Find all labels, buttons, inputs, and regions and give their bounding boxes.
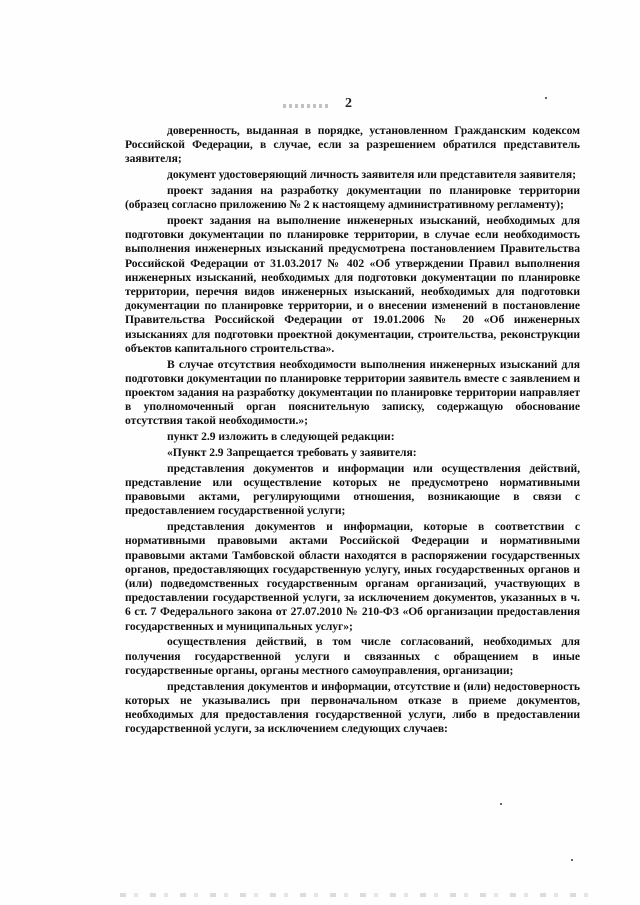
scan-speck: [500, 803, 502, 805]
paragraph: пункт 2.9 изложить в следующей редакции:: [167, 430, 395, 444]
paragraph: В случае отсутствия необходимости выполнения инженерных изысканий для подготовки документации по планировке территории заявитель вместе с заявлением и проектом задания на разработку документации по планировке территории направляет в уполномоченный орган пояснительную записку, содержащую обоснование отсутствия такой необходимости.»;: [125, 357, 580, 428]
paragraph: представления документов и информации или осуществления действий, представление или осуществление которых не предусмотрено нормативными правовыми актами, регулирующими отношения, возникающие в связи с предоставлением государственной услуги;: [125, 461, 580, 518]
scan-artifact: [120, 893, 590, 897]
paragraph: проект задания на выполнение инженерных изысканий, необходимых для подготовки документации по планировке территории, в случае если необходимость выполнения инженерных изысканий предусмотрена постановлением Правительства Российской Федерации от 31.03.2017 № 402 «Об утверждении Правил выполнения инженерных изысканий, необходимых для подготовки документации по планировке территории, перечня видов инженерных изысканий, необходимых для подготовки документации по планировке территории, и о внесении изменений в постановление Правительства Российской Федерации от 19.01.2006 № 20 «Об инженерных изысканиях для подготовки проектной документации, строительства, реконструкции объектов капитального строительства».: [125, 214, 580, 355]
paragraph: доверенность, выданная в порядке, установленном Гражданским кодексом Российской Федерации, в случае, если за разрешением обратился представитель заявителя;: [125, 124, 580, 166]
paragraph: документ удостоверяющий личность заявителя или представителя заявителя;: [167, 168, 576, 182]
paragraph: представления документов и информации, которые в соответствии с нормативными правовыми актами Российской Федерации и нормативными правовыми актами Тамбовской области находятся в распоряжении государственных органов, предоставляющих государственную услугу, иных государственных органов и (или) подведомственных государственным органам организаций, участвующих в предоставлении государственной услуги, за исключением документов, указанных в ч. 6 ст. 7 Федерального закона от 27.07.2010 № 210-ФЗ «Об организации предоставления государственных и муниципальных услуг»;: [125, 520, 580, 633]
paragraph: «Пункт 2.9 Запрещается требовать у заявителя:: [167, 446, 417, 460]
paragraph: проект задания на разработку документации по планировке территории (образец согласно приложению № 2 к настоящему административному регламенту);: [125, 184, 580, 212]
paragraph: осуществления действий, в том числе согласований, необходимых для получения государственной услуги и связанных с обращением в иные государственные органы, органы местного самоуправления, организации;: [125, 635, 580, 677]
scan-artifact: [283, 104, 331, 108]
paragraph: представления документов и информации, отсутствие и (или) недостоверность которых не указывались при первоначальном отказе в приеме документов, необходимых для предоставления государственной услуги, либо в предоставлении государственной услуги, за исключением следующих случаев:: [125, 679, 580, 736]
scan-speck: [571, 859, 573, 861]
scan-speck: [545, 97, 547, 99]
document-body: [125, 124, 580, 738]
page-number: 2: [345, 96, 352, 111]
